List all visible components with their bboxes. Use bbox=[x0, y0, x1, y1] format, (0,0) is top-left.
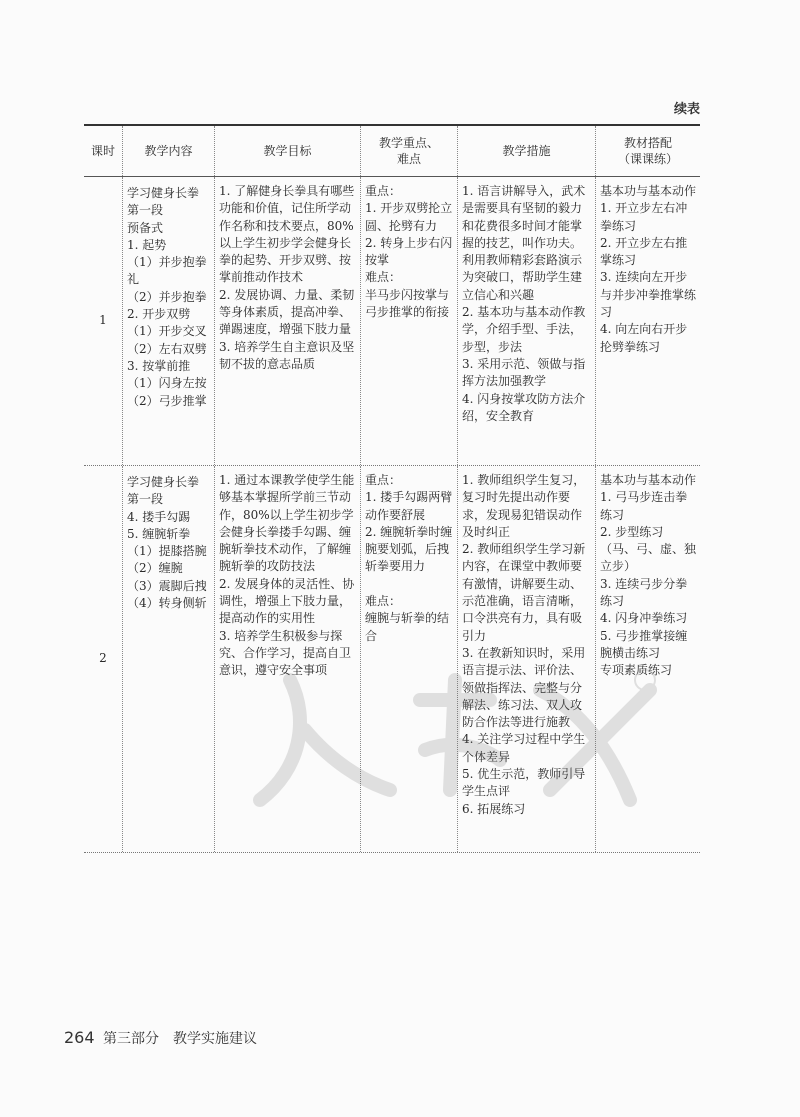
continued-table-label: 续表 bbox=[673, 102, 700, 117]
lesson-measures: 1. 语言讲解导入，武术是需要具有坚韧的毅力和花费很多时间才能掌握的技艺，叫作功夫。利用教师精彩套路演示为突破口，帮助学生建立信心和兴趣 2. 基本功与基本动作教学，介绍手型、手法，步型，步法 3. 采用示范、领做与指挥方法加强教学 4. 闪身按掌攻防方法介绍，安全教育 bbox=[457, 177, 595, 465]
header-materials: 教材搭配 （课课练） bbox=[595, 126, 700, 176]
table-row bbox=[84, 177, 700, 466]
lesson-number: 2 bbox=[99, 651, 107, 666]
header-goals: 教学目标 bbox=[214, 126, 360, 176]
table-header-row bbox=[84, 126, 700, 177]
lesson-measures: 1. 教师组织学生复习，复习时先提出动作要求，发现易犯错误动作及时纠正 2. 教师组织学生学习新内容，在课堂中教师要有激情，讲解要生动、示范准确，语言清晰，口令洪亮有力，具有吸引力 3. 在教新知识时，采用语言提示法、评价法、领做指挥法、完整与分解法、练习法、双人攻防合作法等进行施教 4. 关注学习过程中学生个体差异 5. 优生示范，教师引导学生点评 6. 拓展练习 bbox=[457, 466, 595, 852]
header-measures: 教学措施 bbox=[457, 126, 595, 176]
lesson-number: 1 bbox=[99, 313, 107, 328]
table-row bbox=[84, 466, 700, 853]
lesson-content: 学习健身长拳第一段 预备式 1. 起势 （1）并步抱拳礼 （2）并步抱拳 2. 开步双劈 （1）开步交叉 （2）左右双劈 3. 按掌前推 （1）闪身左按 （2）弓步推掌 bbox=[122, 177, 214, 465]
header-lesson: 课时 bbox=[90, 144, 115, 158]
lesson-materials: 基本功与基本动作 1. 开立步左右冲拳练习 2. 开立步左右推掌练习 3. 连续向左开步与并步冲拳推掌练习 4. 向左向右开步抡劈拳练习 bbox=[595, 177, 700, 465]
header-key-points: 教学重点、 难点 bbox=[360, 126, 457, 176]
lesson-key-points: 重点： 1. 开步双劈抡立圆、抡劈有力 2. 转身上步右闪按掌 难点： 半马步闪按掌与弓步推掌的衔接 bbox=[360, 177, 457, 465]
lesson-goals: 1. 了解健身长拳具有哪些功能和价值，记住所学动作名称和技术要点，80%以上学生初步学会健身长拳的起势、开步双劈、按掌前推动作技术 2. 发展协调、力量、柔韧等身体素质，提高冲拳、弹踢速度，增强下肢力量 3. 培养学生自主意识及坚韧不拔的意志品质 bbox=[214, 177, 360, 465]
page-footer bbox=[64, 1028, 257, 1048]
header-content: 教学内容 bbox=[122, 126, 214, 176]
section-title: 第三部分 教学实施建议 bbox=[103, 1031, 257, 1047]
lesson-key-points: 重点： 1. 搂手勾踢两臂动作要舒展 2. 缠腕斩拳时缠腕要划弧，后拽斩拳要用力 难点： 缠腕与斩拳的结合 bbox=[360, 466, 457, 852]
page-number: 264 bbox=[64, 1028, 95, 1047]
lesson-content: 学习健身长拳第一段 4. 搂手勾踢 5. 缠腕斩拳 （1）提膝搭腕 （2）缠腕 （3）震脚后拽 （4）转身侧斩 bbox=[122, 466, 214, 852]
lesson-plan-table bbox=[84, 124, 700, 853]
lesson-goals: 1. 通过本课教学使学生能够基本掌握所学前三节动作，80%以上学生初步学会健身长拳搂手勾踢、缠腕斩拳技术动作，了解缠腕斩拳的攻防技法 2. 发展身体的灵活性、协调性，增强上下肢力量，提高动作的实用性 3. 培养学生积极参与探究、合作学习，提高自卫意识，遵守安全事项 bbox=[214, 466, 360, 852]
lesson-materials: 基本功与基本动作 1. 弓马步连击拳练习 2. 步型练习（马、弓、虚、独立步） 3. 连续弓步分拳练习 4. 闪身冲拳练习 5. 弓步推掌接缠腕横击练习 专项素质练习 bbox=[595, 466, 700, 852]
